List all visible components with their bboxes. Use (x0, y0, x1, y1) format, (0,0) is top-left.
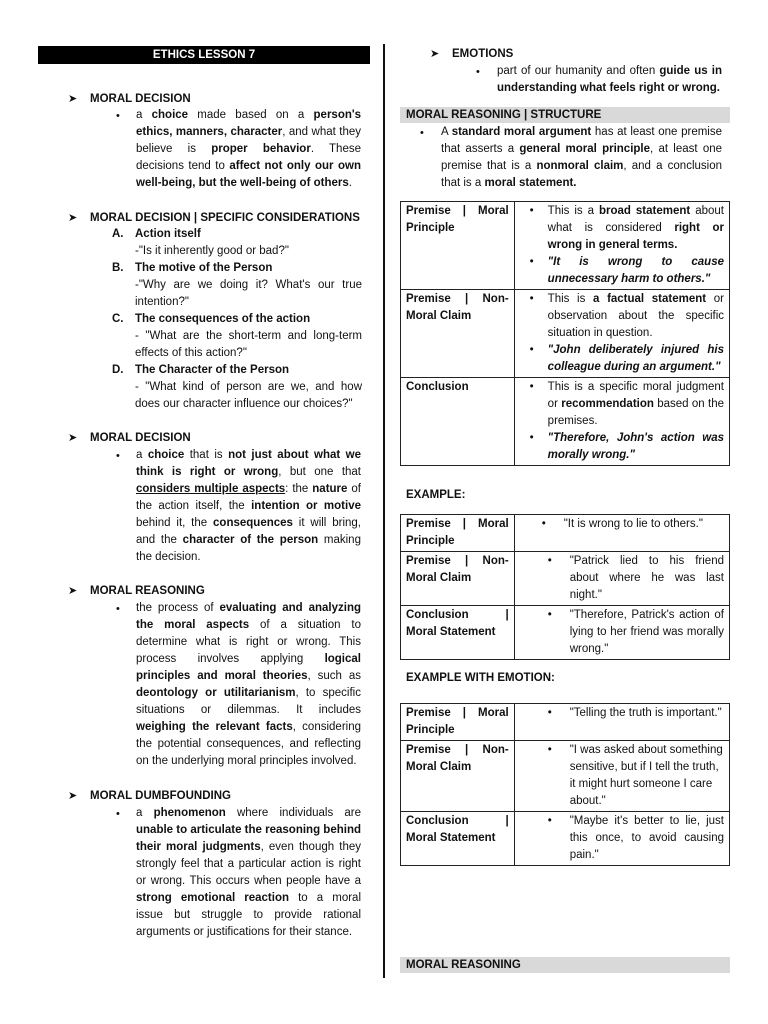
table-row (401, 741, 730, 812)
section-heading: MORAL DECISION (90, 93, 191, 105)
moral-reasoning-footer-heading: MORAL REASONING (400, 957, 730, 973)
row-label: Premise | Moral Principle (401, 704, 515, 741)
table-row (401, 290, 730, 378)
list-item: • "Patrick lied to his friend about where he was last night." (547, 555, 724, 601)
structure-paragraph: A standard moral argument has at least one premise that asserts a general moral principle, at least one premise that is a nonmoral claim, and a conclusion that is a moral statement. (441, 126, 723, 189)
list-item: • This is a factual statement or observation about the specific situation in question. (529, 293, 724, 339)
consideration-desc: - "What are the short-term and long-term effects of this action?" (135, 330, 362, 359)
table-row (401, 515, 730, 552)
bullet-dot-icon: • (116, 110, 120, 122)
consideration-title: Action itself (135, 228, 201, 240)
list-item: • "John deliberately injured his colleague during an argument." (529, 344, 724, 373)
consideration-title: The Character of the Person (135, 364, 290, 376)
structure-heading: MORAL REASONING | STRUCTURE (400, 107, 730, 123)
row-label: Conclusion | Moral Statement (401, 812, 515, 866)
list-item: • "Telling the truth is important." (547, 707, 722, 719)
argument-structure-table (400, 201, 730, 466)
consideration-desc: -"Is it inherently good or bad?" (135, 245, 289, 257)
section-heading: MORAL DECISION | SPECIFIC CONSIDERATIONS (90, 212, 360, 224)
bullet-dot-icon: • (116, 603, 120, 615)
arrow-bullet-icon: ➤ (68, 585, 78, 597)
example-table (400, 514, 730, 660)
list-item: • "I was asked about something sensitive, but if I tell the truth, it might hurt someone I care about." (547, 744, 723, 807)
section-heading: EMOTIONS (452, 48, 514, 60)
moral-reasoning-paragraph: the process of evaluating and analyzing the moral aspects of a situation to determine what is right or wrong. This process involves applying logical principles and moral theories, such as deontology or utilitarianism, to specific situations or dilemmas. It includes weighing the relevant facts, considering the potential consequences, and reflecting on the underlying moral principles involved. (136, 602, 361, 767)
row-label: Premise | Non-Moral Claim (401, 290, 515, 378)
table-row (401, 606, 730, 660)
example-with-emotion-label: EXAMPLE WITH EMOTION: (406, 672, 555, 684)
arrow-bullet-icon: ➤ (430, 48, 440, 60)
list-item: • "Maybe it's better to lie, just this once, to avoid causing pain." (547, 815, 724, 861)
example-with-emotion-table (400, 703, 730, 866)
section-heading: MORAL DECISION (90, 432, 191, 444)
column-divider (383, 44, 385, 978)
row-label: Premise | Moral Principle (401, 202, 515, 290)
considerations-list: A. Action itself -"Is it inherently good or bad?" B. The motive of the Person -"Why are we doing it? What's our true intention?" C. The consequences of the action - "What are the short-term and long-term effects of this action?" D. The Character of the Person - "What kind of person are we, and how does our character influence our choices?" (112, 226, 362, 413)
list-item: • "Therefore, John's action was morally wrong." (529, 432, 724, 461)
section-heading: MORAL DUMBFOUNDING (90, 790, 231, 802)
moral-decision-2-paragraph: a choice that is not just about what we think is right or wrong, but one that considers multiple aspects: the nature of the action itself, the intention or motive behind it, the consequences it will bring, and the character of the person making the decision. (136, 449, 362, 563)
row-label: Premise | Non-Moral Claim (401, 552, 515, 606)
table-row (401, 202, 730, 290)
section-heading: MORAL REASONING (90, 585, 205, 597)
row-label: Conclusion | Moral Statement (401, 606, 515, 660)
row-label: Premise | Moral Principle (401, 515, 515, 552)
list-item: • "It is wrong to cause unnecessary harm to others." (529, 256, 724, 285)
row-label: Conclusion (401, 378, 515, 466)
consideration-title: The consequences of the action (135, 313, 311, 325)
list-item: • This is a broad statement about what is considered right or wrong in general terms. (529, 205, 724, 251)
row-label: Premise | Non-Moral Claim (401, 741, 515, 812)
arrow-bullet-icon: ➤ (68, 790, 78, 802)
table-row (401, 552, 730, 606)
bullet-dot-icon: • (116, 808, 120, 820)
consideration-desc: - "What kind of person are we, and how does our character influence our choices?" (135, 381, 362, 410)
table-row (401, 704, 730, 741)
page-title: ETHICS LESSON 7 (38, 46, 370, 64)
table-row (401, 378, 730, 466)
list-item: • "Therefore, Patrick's action of lying to her friend was morally wrong." (547, 609, 724, 655)
bullet-dot-icon: • (116, 450, 120, 462)
bullet-dot-icon: • (476, 66, 480, 78)
emotions-paragraph: part of our humanity and often guide us in understanding what feels right or wrong. (497, 65, 722, 94)
arrow-bullet-icon: ➤ (68, 212, 78, 224)
example-label: EXAMPLE: (406, 489, 466, 501)
bullet-dot-icon: • (420, 127, 424, 139)
arrow-bullet-icon: ➤ (68, 432, 78, 444)
arrow-bullet-icon: ➤ (68, 93, 78, 105)
consideration-title: The motive of the Person (135, 262, 273, 274)
consideration-desc: -"Why are we doing it? What's our true intention?" (135, 279, 362, 308)
moral-dumbfounding-paragraph: a phenomenon where individuals are unable to articulate the reasoning behind their moral judgments, even though they strongly feel that a particular action is right or wrong. This occurs when people have a strong emotional reaction to a moral issue but struggle to provide rational arguments or justifications for their stance. (136, 807, 361, 938)
moral-decision-paragraph: a choice made based on a person's ethics, manners, character, and what they believe is proper behavior. These decisions tend to affect not only our own well-being, but the well-being of others. (136, 109, 362, 189)
list-item: • "It is wrong to lie to others." (541, 518, 703, 530)
table-row (401, 812, 730, 866)
list-item: • This is a specific moral judgment or recommendation based on the premises. (529, 381, 725, 427)
